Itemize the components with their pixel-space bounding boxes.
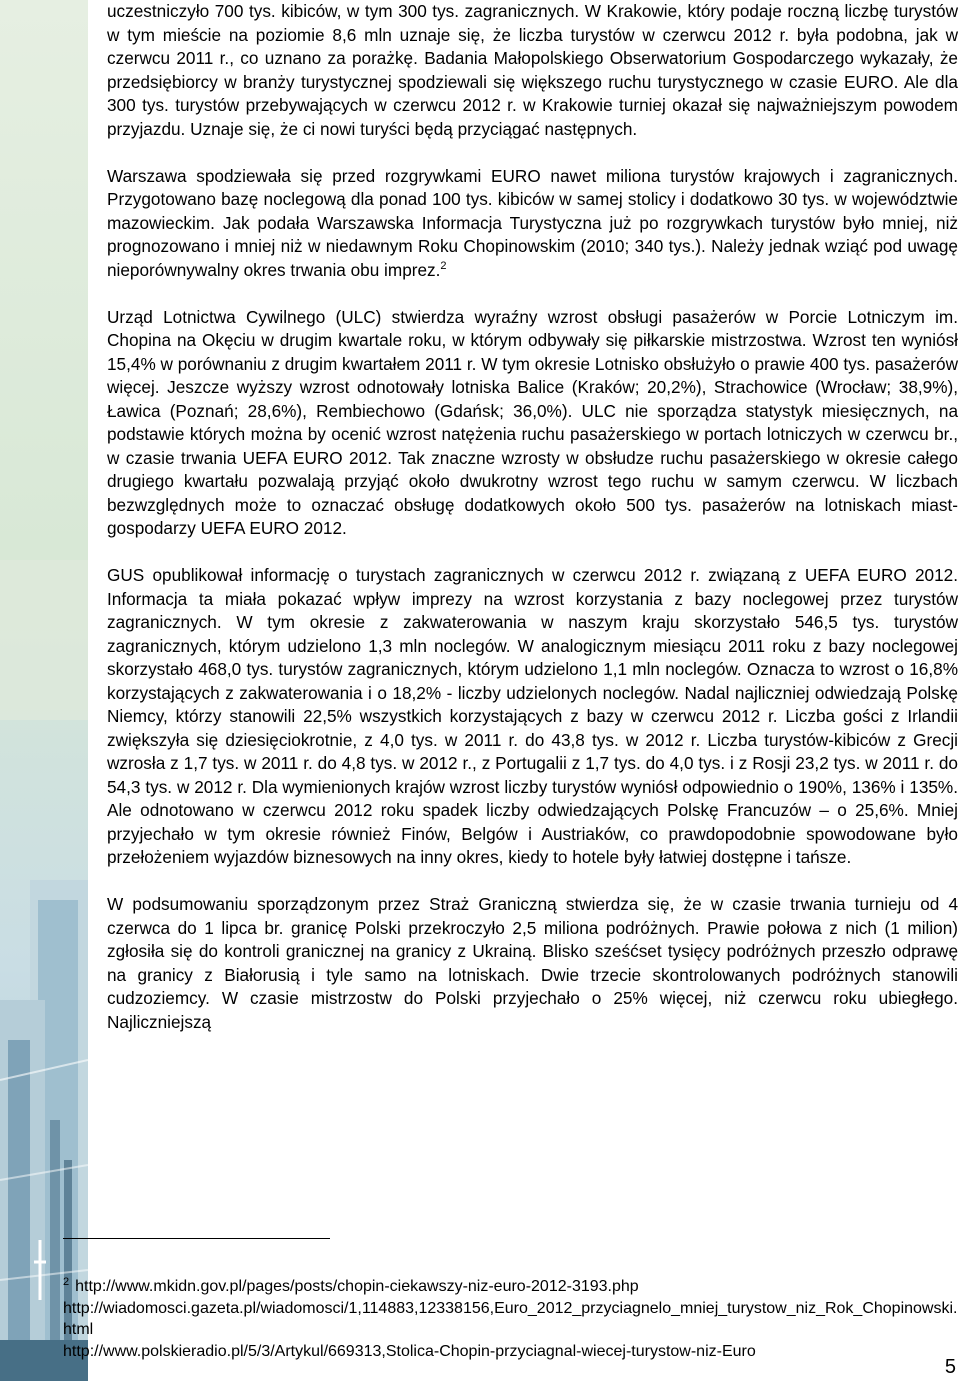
paragraph-ulc: Urząd Lotnictwa Cywilnego (ULC) stwierdza wyraźny wzrost obsługi pasażerów w Porcie Lotniczym im. Chopina na Okęciu w drugim kwartale roku, w którym odbywały się piłkarskie mistrzostwa. Wzrost ten wyniósł 15,4% w porównaniu z drugim kwartałem 2011 r. W tym okresie Lotnisko obsłużyło o prawie 400 tys. pasażerów więcej. Jeszcze wyższy wzrost odnotowały lotniska Balice (Kraków; 20,2%), Strachowice (Wrocław; 38,9%), Ławica (Poznań; 28,6%), Rembiechowo (Gdańsk; 36,0%). ULC nie sporządza statystyk miesięcznych, na podstawie których można by ocenić wzrost natężenia ruchu pasażerskiego w portach lotniczych w czerwcu br., w czasie trwania UEFA EURO 2012. Tak znaczne wzrosty w obsłudze ruchu pasażerskiego w okresie całego drugiego kwartału pozwalają przyjąć około dwukrotny wzrost tego ruchu w samym czerwcu. W liczbach bezwzględnych może to oznaczać obsługę dodatkowych około 500 tys. pasażerów na lotniskach miast-gospodarzy UEFA EURO 2012. <box>107 306 958 538</box>
paragraph-warszawa-text: Warszawa spodziewała się przed rozgrywkami EURO nawet miliona turystów krajowych i zagranicznych. Przygotowano bazę noclegową dla ponad 100 tys. kibiców w samej stolicy i dodatkowo 30 tys. w województwie mazowieckim. Jak podała Warszawska Informacja Turystyczna już po rozgrywkach turystów było mniej, niż prognozowano i mniej niż w niedawnym Roku Chopinowskim (2010; 340 tys.). Należy jednak wziąć pod uwagę nieporównywalny okres trwania obu imprez. <box>107 165 958 280</box>
footnote-link-gazeta[interactable]: http://wiadomosci.gazeta.pl/wiadomosci/1,114883,12338156,Euro_2012_przyciagnelo_mniej_turystow_niz_Rok_Chopinowski.html <box>63 1299 958 1338</box>
page-number: 5 <box>944 1356 956 1378</box>
paragraph-krakow: uczestniczyło 700 tys. kibiców, w tym 300 tys. zagranicznych. W Krakowie, który podaje roczną liczbę turystów w tym mieście na poziomie 8,6 mln uznaje się, że liczba turystów w czerwcu 2012 r. była podobna, jak w czerwcu 2011 r., co uznano za porażkę. Badania Małopolskiego Obserwatorium Gospodarczego wykazały, że przedsiębiorcy w branży turystycznej spodziewali się większego ruchu turystycznego w czasie EURO. Ale dla 300 tys. turystów przebywających w czerwcu 2012 r. w Krakowie turniej okazał się najważniejszym powodem przyjazdu. Uznaje się, że ci nowi turyści będą przyciągać następnych. <box>107 1 958 139</box>
footnote-reference: 2 <box>440 259 447 272</box>
footnote-separator <box>63 1238 330 1239</box>
sidebar-building-graphic <box>0 0 88 1381</box>
footnote-line-1 <box>63 1272 958 1298</box>
paragraph-warszawa <box>107 165 958 283</box>
document-body <box>107 0 958 1034</box>
footnotes <box>63 1272 958 1362</box>
footnote-link-mkidn[interactable]: http://www.mkidn.gov.pl/pages/posts/chopin-ciekawszy-niz-euro-2012-3193.php <box>75 1278 639 1295</box>
footnote-link-polskieradio[interactable]: http://www.polskieradio.pl/5/3/Artykul/669313,Stolica-Chopin-przyciagnal-wiecej-turystow-niz-Euro <box>63 1342 756 1360</box>
paragraph-straz-graniczna: W podsumowaniu sporządzonym przez Straż Graniczną stwierdza się, że w czasie trwania turnieju od 4 czerwca do 1 lipca br. granicę Polski przekroczyło 2,5 miliona podróżnych. Prawie połowa z nich (1 milion) zgłosiła się do kontroli granicznej na granicy z Ukrainą. Blisko sześćset tysięcy podróżnych przeszło odprawę na granicy z Białorusią i tyle samo na lotniskach. Dwie trzecie skontrolowanych podróżnych stanowili cudzoziemcy. W czasie mistrzostw do Polski przyjechało o 25% więcej, niż czerwcu roku ubiegłego. Najliczniejszą <box>107 894 958 1032</box>
footnote-number: 2 <box>63 1276 70 1288</box>
decorative-sidebar <box>0 0 88 1381</box>
paragraph-gus: GUS opublikował informację o turystach zagranicznych w czerwcu 2012 r. związaną z UEFA EURO 2012. Informacja ta miała pokazać wpływ imprezy na wzrost korzystania z bazy noclegowej przez turystów zagranicznych. W tym okresie z zakwaterowania w naszym kraju skorzystało 546,5 tys. turystów zagranicznych, którym udzielono 1,3 mln noclegów. W analogicznym miesiącu 2011 roku z bazy noclegowej skorzystało 468,0 tys. turystów zagranicznych, którym udzielono 1,1 mln noclegów. Oznacza to wzrost o 16,8% korzystających z zakwaterowania i o 18,2% - liczby udzielonych noclegów. Nadal najliczniej odwiedzają Polskę Niemcy, którzy stanowili 22,5% wszystkich korzystających z bazy w czerwcu 2012 r. Liczba gości z Irlandii zwiększyła się dziesięciokrotnie, z 4,0 tys. w 2011 r. do 43,8 tys. w 2012 r. Liczba turystów-kibiców z Grecji wzrosła z 1,7 tys. w 2011 r. do 4,8 tys. w 2012 r., z Portugalii z 1,7 tys. do 4,0 tys. i z Rosji 23,2 tys. w 2011 r. do 54,3 tys. w 2012 r. Dla wymienionych krajów wzrost liczby turystów wyniósł odpowiednio o 190%, 136% i 135%. Ale odnotowano w czerwcu 2012 roku spadek liczby odwiedzających Polskę Francuzów – o 25,6%. Mniej przyjechało w tym okresie również Finów, Belgów i Austriaków, co prawdopodobnie spowodowane było przełożeniem wyjazdów biznesowych na inny okres, kiedy to hotele były łatwiej dostępne i tańsze. <box>107 565 958 867</box>
